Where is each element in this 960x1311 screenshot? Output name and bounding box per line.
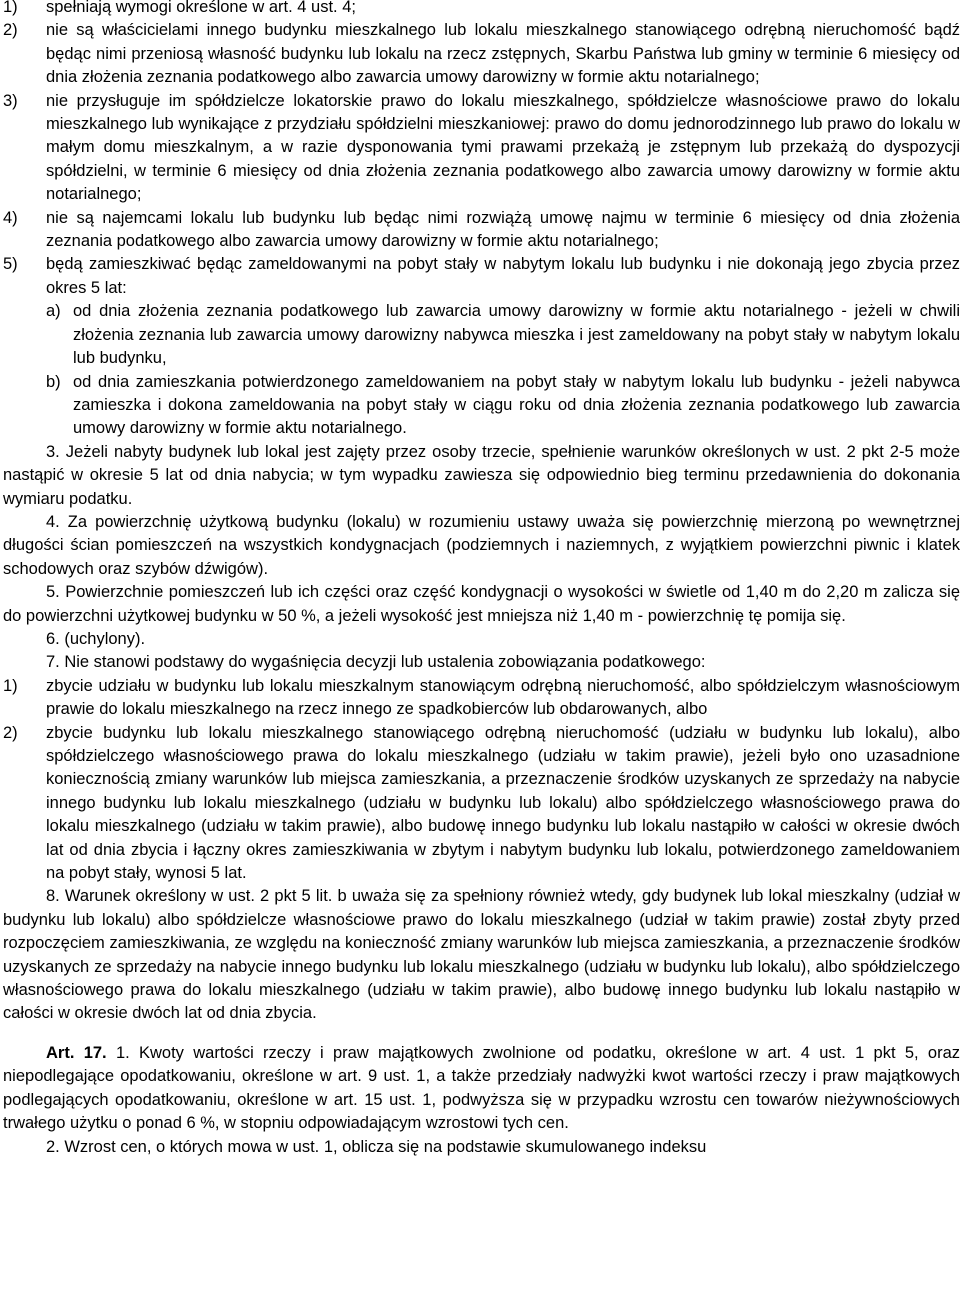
list-item (3, 19, 960, 89)
paragraph-5: 5. Powierzchnie pomieszczeń lub ich części oraz część kondygnacji o wysokości w świetle od 1,40 m do 2,20 m zalicza się do powierzchni użytkowej budynku w 50 %, a jeżeli wysokość jest mniejsza niż 1,40 m - powierzchnię tę pomija się. (3, 583, 960, 625)
item-number: 3) (3, 91, 18, 110)
paragraph-8: 8. Warunek określony w ust. 2 pkt 5 lit. b uważa się za spełniony również wtedy, gdy budynek lub lokal mieszkalny (udział w budynku lub lokalu) albo spółdzielcze własnościowe prawo do lokalu mieszkalnego (udział w takim prawie) został zbyty przed rozpoczęciem zamieszkiwania, ze względu na konieczność zmiany warunków lub miejsca zamieszkania, a przeznaczenie środków uzyskanych ze sprzedaży na nabycie innego budynku lub lokalu mieszkalnego (udziału w budynku lub lokalu), albo spółdzielczego własnościowego prawa do lokalu mieszkalnego (udziału w takim prawie), albo budowę innego budynku lub lokalu nastąpiło w całości w okresie dwóch lat od dnia zbycia. (3, 887, 960, 1023)
paragraph-6: 6. (uchylony). (46, 629, 146, 648)
document-page (3, 0, 960, 1159)
paragraph-4: 4. Za powierzchnię użytkową budynku (lokalu) w rozumieniu ustawy uważa się powierzchnię mierzoną po wewnętrznej długości ścian pomieszczeń na wszystkich kondygnacjach (podziemnych i naziemnych, z wyjątkiem powierzchni piwnic i klatek schodowych oraz szybów dźwigów). (3, 512, 960, 578)
paragraph-7: 7. Nie stanowi podstawy do wygaśnięcia decyzji lub ustalenia zobowiązania podatkowego: (46, 653, 706, 672)
article-17-text: 1. Kwoty wartości rzeczy i praw majątkowych zwolnione od podatku, określone w art. 4 ust. 1 pkt 5, oraz niepodlegające opodatkowaniu, określone w art. 9 ust. 1, a także przedziały nadwyżki kwot wartości rzeczy i praw majątkowych podlegających opodatkowaniu, określone w art. 15 ust. 1, podwyższa się w przypadku wzrostu cen towarów nieżywnościowych trwałego użytku o ponad 6 %, w stopniu odpowiadającym wzrostowi tych cen. (3, 1043, 960, 1133)
item-text: będą zamieszkiwać będąc zameldowanymi na pobyt stały w nabytym lokalu lub budynku i nie dokonają jego zbycia przez okres 5 lat: (46, 255, 960, 297)
sub-list-item (3, 300, 960, 370)
list-item (3, 0, 960, 19)
item-text: nie są najemcami lokalu lub budynku lub będąc nimi rozwiążą umowę najmu w terminie 6 miesięcy od dnia złożenia zeznania podatkowego albo zawarcia umowy darowizny w formie aktu notarialnego; (46, 208, 960, 251)
sub-item-text: od dnia zamieszkania potwierdzonego zameldowaniem na pobyt stały w nabytym lokalu lub budynku - jeżeli nabywca zamieszka i dokona zameldowania na pobyt stały w ciągu roku od dnia złożenia zeznania podatkowego lub zawarcia umowy darowizny w formie aktu notarialnego. (73, 372, 960, 438)
item-number: 2) (3, 21, 18, 40)
list-item (3, 722, 960, 886)
item-number: 1) (3, 676, 18, 695)
article-17-paragraph-1 (3, 1042, 960, 1136)
sub-item-text: od dnia złożenia zeznania podatkowego lub zawarcia umowy darowizny w formie aktu notarialnego - jeżeli w chwili złożenia zeznania lub zawarcia umowy darowizny nabywca mieszka i jest zameldowany na pobyt stały w nabytym lokalu lub budynku, (73, 302, 960, 368)
item-number: 4) (3, 208, 18, 227)
exemption-list (3, 675, 960, 886)
item-text: spełniają wymogi określone w art. 4 ust. 4; (46, 0, 356, 16)
list-item (3, 90, 960, 207)
item-number: 5) (3, 255, 18, 274)
article-17-label: Art. 17. (46, 1043, 107, 1062)
sub-item-letter: a) (46, 302, 61, 321)
article-17-paragraph-2: 2. Wzrost cen, o których mowa w ust. 1, oblicza się na podstawie skumulowanego indeksu (46, 1137, 707, 1156)
item-number: 2) (3, 723, 18, 742)
item-text: zbycie budynku lub lokalu mieszkalnego stanowiącego odrębną nieruchomość (udziału w budynku lub lokalu), albo spółdzielczego własnościowego prawa do lokalu mieszkalnego (udziału w takim prawie), jeżeli było ono uzasadnione koniecznością zmiany warunków lub miejsca zamieszkania, a przeznaczenie środków uzyskanych ze sprzedaży na nabycie innego budynku lub lokalu mieszkalnego (udziału w budynku lub lokalu) albo spółdzielczego własnościowego prawa do lokalu mieszkalnego (udziału w takim prawie), albo budowę innego budynku lub lokalu nastąpiło w całości w okresie dwóch lat od dnia zbycia i łączny okres zamieszkiwania w zbytym i nabytym budynku lub lokalu, potwierdzonego zameldowaniem na pobyt stały, wynosi 5 lat. (46, 723, 960, 883)
sub-item-letter: b) (46, 372, 61, 391)
list-item (3, 253, 960, 300)
paragraph-3: 3. Jeżeli nabyty budynek lub lokal jest zajęty przez osoby trzecie, spełnienie warunków określonych w ust. 2 pkt 2-5 może nastąpić w okresie 5 lat od dnia nabycia; w tym wypadku zawiesza się odpowiednio bieg terminu przedawnienia do dokonania wymiaru podatku. (3, 442, 960, 508)
item-text: nie przysługuje im spółdzielcze lokatorskie prawo do lokalu mieszkalnego, spółdzielcze własnościowe prawo do lokalu mieszkalnego lub wynikające z przydziału spółdzielni mieszkaniowej: prawo do domu jednorodzinnego lub prawo do lokalu w małym domu mieszkalnym, a w razie dysponowania tymi prawami przekażą je zstępnym lub przekażą do dyspozycji spółdzielni, w terminie 6 miesięcy od dnia złożenia zeznania podatkowego albo zawarcia umowy darowizny w formie aktu notarialnego; (46, 91, 960, 204)
section-gap (3, 1026, 960, 1042)
item-number: 1) (3, 0, 18, 16)
sub-list-item (3, 371, 960, 441)
item-text: zbycie udziału w budynku lub lokalu mieszkalnym stanowiącym odrębną nieruchomość, albo spółdzielczym własnościowym prawie do lokalu mieszkalnego na rzecz innego ze spadkobierców lub obdarowanych, albo (46, 676, 960, 719)
condition-list (3, 0, 960, 441)
item-text: nie są właścicielami innego budynku mieszkalnego lub lokalu mieszkalnego stanowiącego odrębną nieruchomość bądź będąc nimi przeniosą własność budynku lub lokalu na rzecz zstępnych, Skarbu Państwa lub gminy w terminie 6 miesięcy od dnia złożenia zeznania podatkowego albo zawarcia umowy darowizny w formie aktu notarialnego; (46, 21, 960, 87)
list-item (3, 675, 960, 722)
list-item (3, 207, 960, 254)
